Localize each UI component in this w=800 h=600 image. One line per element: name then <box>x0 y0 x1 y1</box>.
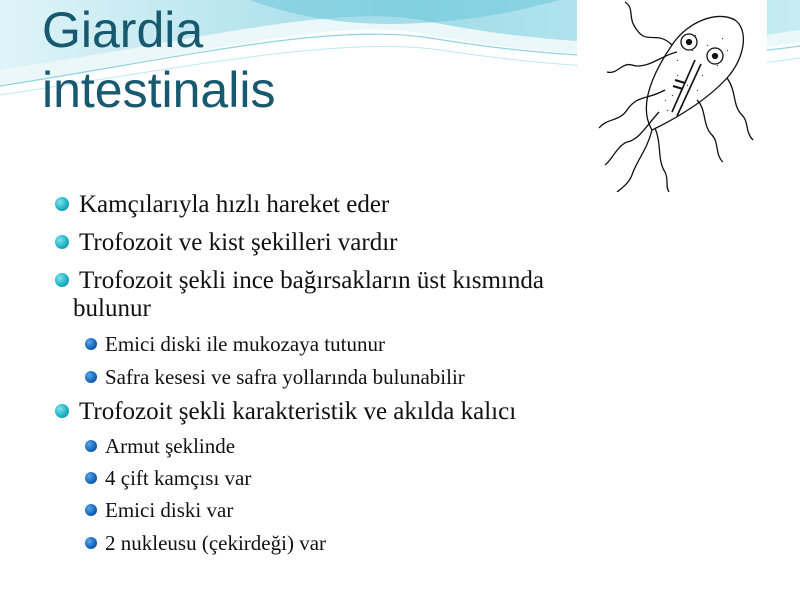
bullet-icon <box>55 197 69 211</box>
sub-bullet-text: Emici diski var <box>105 498 234 522</box>
bullet-text: Trofozoit şekli karakteristik ve akılda kalıcı <box>79 398 517 425</box>
sub-bullet-icon <box>85 338 97 350</box>
sub-bullet-text: Safra kesesi ve safra yollarında bulunabilir <box>105 365 465 389</box>
sub-bullet-icon <box>85 504 97 516</box>
sub-bullet-text: 4 çift kamçısı var <box>105 466 252 490</box>
bullet-item <box>79 266 544 296</box>
slide-title-line-2: intestinalis <box>42 62 276 118</box>
bullet-text: Trofozoit şekli ince bağırsakların üst kısmında <box>79 267 544 294</box>
sub-bullet-text: Armut şeklinde <box>105 434 236 458</box>
sub-bullet-item <box>105 365 465 390</box>
sub-bullet-icon <box>85 472 97 484</box>
bullet-icon <box>55 404 69 418</box>
sub-bullet-icon <box>85 440 97 452</box>
bullet-text-continuation: bulunur <box>73 295 151 322</box>
bullet-item <box>79 397 516 427</box>
sub-bullet-item <box>105 466 251 491</box>
sub-bullet-text: 2 nukleusu (çekirdeği) var <box>105 531 327 555</box>
sub-bullet-icon <box>85 371 97 383</box>
sub-bullet-item <box>105 332 385 357</box>
bullet-item <box>79 228 397 258</box>
slide-title-line-1: Giardia <box>42 2 204 58</box>
bullet-text: Kamçılarıyla hızlı hareket eder <box>79 191 390 218</box>
bullet-item <box>79 190 389 220</box>
bullet-icon <box>55 235 69 249</box>
sub-bullet-icon <box>85 537 97 549</box>
sub-bullet-text: Emici diski ile mukozaya tutunur <box>105 332 385 356</box>
bullet-text: Trofozoit ve kist şekilleri vardır <box>79 229 398 256</box>
sub-bullet-item <box>105 531 326 556</box>
bullet-icon <box>55 273 69 287</box>
sub-bullet-item <box>105 498 233 523</box>
sub-bullet-item <box>105 434 235 459</box>
